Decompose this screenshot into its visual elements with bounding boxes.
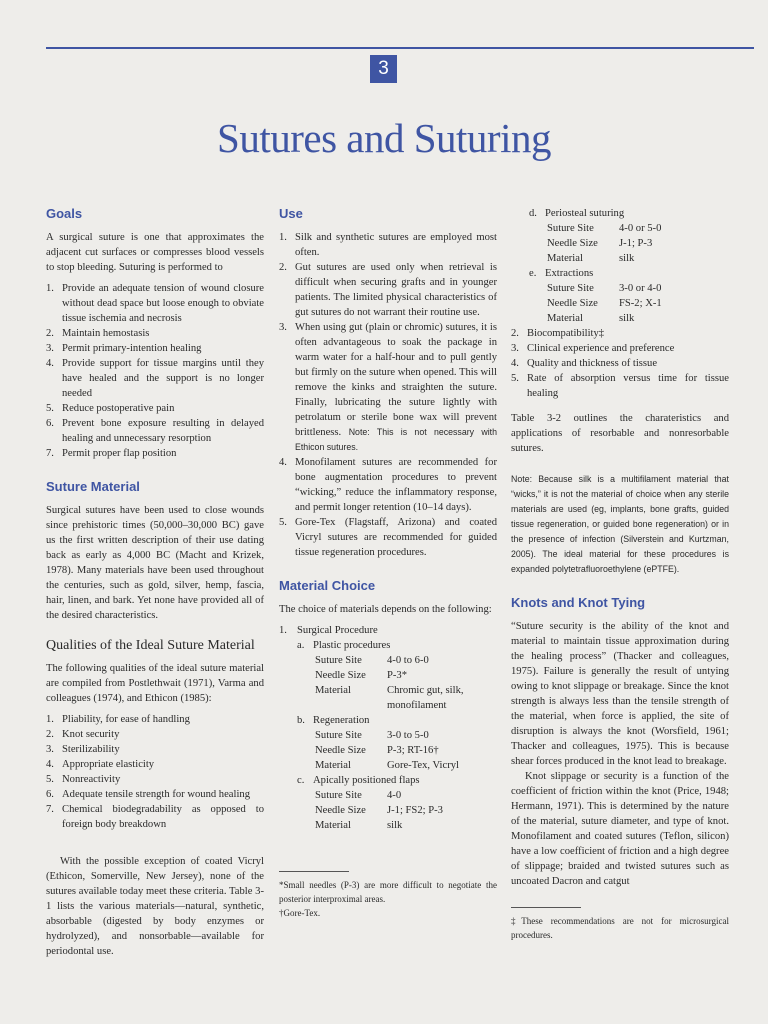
footnote: ‡These recommendations are not for microsurgical procedures. (511, 916, 729, 940)
choice-intro: The choice of materials depends on the following: (279, 604, 492, 615)
suture-material-text: Surgical sutures have been used to close wounds since prehistoric times (50,000–30,000 BC) gave us the first written description of their use dating back as early as 4,000 BC (Macht and Krizek, 1978). Many materials have been used throughout the centuries, such as gold, silver, hemp, fascia, hair, linen, and bark. Yet none have provided all of the desired characteristics. (46, 505, 264, 621)
list-item: 6. Prevent bone exposure resulting in delayed healing and unnecessary resorption (46, 418, 264, 444)
list-item: 1. Pliability, for ease of handling (46, 714, 190, 725)
procedure-list (279, 623, 497, 833)
list-item: 7. Chemical biodegradability as opposed to foreign body breakdown (46, 804, 264, 830)
list-item: b. Regeneration (297, 715, 370, 726)
column-3 (511, 206, 729, 942)
footnote: *Small needles (P-3) are more difficult to negotiate the posterior interproximal areas. (279, 880, 497, 904)
chapter-number-badge: 3 (370, 55, 397, 83)
list-item: 5. Nonreactivity (46, 774, 121, 785)
closing-paragraph: With the possible exception of coated Vicryl (Ethicon, Somerville, New Jersey), none of the sutures available today meet these criteria. Table 3-1 lists the various materials—natural, synthetic, absorbable (digested by body enzymes or hydrolyzed), and nonsorbable—available for periodontal use. (46, 856, 264, 957)
list-item: 5. Gore-Tex (Flagstaff, Arizona) and coated Vicryl sutures are recommended for guided tissue regeneration procedures. (279, 517, 497, 558)
list-item: 1. Surgical Procedure (279, 625, 378, 636)
qualities-intro: The following qualities of the ideal suture material are compiled from Postlethwait (1971), Varma and colleagues (1974), and Ethicon (1985): (46, 663, 264, 704)
footnote: †Gore-Tex. (279, 908, 321, 918)
list-item: 2. Gut sutures are used only when retrieval is difficult when securing grafts and in younger patients. The limited physical characteristics of gut sutures do not warrant their routine use. (279, 262, 497, 318)
use-list (279, 230, 497, 560)
knots-paragraph-2: Knot slippage or security is a function of the coefficient of friction within the knot (Price, 1948; Hermann, 1971). This is determined by the nature of the material, suture diameter, and type of knot. Monofilament and coated sutures (Teflon, silicon) have a low coefficient of friction and a high degree of slippage; braided and twisted sutures such as uncoated Dacron and catgut (511, 771, 729, 887)
silk-note: Note: Because silk is a multifilament material that “wicks,” it is not the material of choice when any sterile materials are used (eg, implants, bone grafts, guided tissue regeneration, or guided bone regeneration) or in the presence of infection (Silverstein and Kurtzman, 2005). The ideal material for these procedures is expanded polytetrafluoroethylene (ePTFE). (511, 474, 729, 574)
list-item: e. Extractions (529, 268, 594, 279)
list-item: 4. Quality and thickness of tissue (511, 358, 658, 369)
table-reference-text: Table 3-2 outlines the charateristics and applications of resorbable and nonresorbable sutures. (511, 413, 729, 454)
use-note: Note: This is not necessary with Ethicon sutures. (295, 427, 497, 452)
list-item: 1. Silk and synthetic sutures are employed most often. (279, 232, 497, 258)
list-item: 4. Monofilament sutures are recommended for bone augmentation procedures to prevent “wicking,” reduce the inflammatory response, and permit longer retention (10–14 days). (279, 457, 497, 513)
material-choice-heading: Material Choice (279, 578, 376, 593)
footnote-rule (279, 871, 349, 872)
column-1 (46, 206, 264, 959)
list-item: 3. Clinical experience and preference (511, 343, 675, 354)
list-item: 6. Adequate tensile strength for wound healing (46, 789, 250, 800)
suture-material-heading: Suture Material (46, 479, 140, 494)
list-item: 3. Permit primary-intention healing (46, 343, 202, 354)
list-item: 7. Permit proper flap position (46, 448, 177, 459)
header-rule (46, 47, 754, 49)
goals-intro: A surgical suture is one that approximates the adjacent cut surfaces or compresses blood vessels to stop bleeding. Suturing is performed to (46, 232, 264, 273)
criteria-list (511, 326, 729, 401)
list-item: 4. Appropriate elasticity (46, 759, 155, 770)
list-item: a. Plastic procedures (297, 640, 391, 651)
goals-list (46, 281, 264, 461)
list-item: 1. Provide an adequate tension of wound closure without dead space but loose enough to obviate tissue ischemia and necrosis (46, 283, 264, 324)
list-item: c. Apically positioned flaps (297, 775, 420, 786)
list-item: 2. Biocompatibility‡ (511, 328, 605, 339)
spec-table-a: Suture Site 4-0 to 6-0 Needle Size P-3* Material Chromic gut, silk, monofilament (315, 655, 464, 711)
list-item: 4. Provide support for tissue margins until they have healed and the support is no longer needed (46, 358, 264, 399)
spec-table-c: Suture Site 4-0 Needle Size J-1; FS2; P-3 Material silk (315, 790, 443, 831)
spec-table-d: Suture Site 4-0 or 5-0 Needle Size J-1; P-3 Material silk (547, 223, 662, 264)
list-item: 2. Knot security (46, 729, 120, 740)
list-item: 2. Maintain hemostasis (46, 328, 150, 339)
chapter-title: Sutures and Suturing (217, 115, 551, 161)
column-2 (279, 206, 497, 920)
qualities-heading: Qualities of the Ideal Suture Material (46, 638, 255, 653)
footnote-rule (511, 907, 581, 908)
list-item: d. Periosteal suturing (529, 208, 625, 219)
list-item: 5. Reduce postoperative pain (46, 403, 175, 414)
spec-table-e: Suture Site 3-0 or 4-0 Needle Size FS-2; X-1 Material silk (547, 283, 662, 324)
use-heading: Use (279, 206, 303, 221)
list-item: 5. Rate of absorption versus time for tissue healing (511, 373, 729, 399)
list-item: 3. Sterilizability (46, 744, 120, 755)
knots-paragraph-1: “Suture security is the ability of the knot and material to maintain tissue approximation during the healing process” (Thacker and colleagues, 1975). Failure is generally the result of untying owing to knot slippage or breakage. Since the knot strength is always less than the tensile strength of the material, when force is applied, the site of disruption is always the knot (Worsfield, 1961; Thacker and colleagues, 1975). This is because shear forces produced in the knot lead to breakage. (511, 621, 729, 767)
spec-table-b: Suture Site 3-0 to 5-0 Needle Size P-3; RT-16† Material Gore-Tex, Vicryl (315, 730, 459, 771)
goals-heading: Goals (46, 206, 83, 221)
qualities-list (46, 712, 264, 832)
list-item: 3. When using gut (plain or chromic) sutures, it is often advantageous to soak the package in warm water for a half-hour and to pull gently but firmly on the suture when opened. This will remove the kinks and straighten the suture. Finally, lubricating the suture lightly with petrolatum or sterile bone wax will prevent brittleness. Note: This is not necessary with Ethicon sutures. (279, 322, 497, 452)
knots-heading: Knots and Knot Tying (511, 595, 646, 610)
